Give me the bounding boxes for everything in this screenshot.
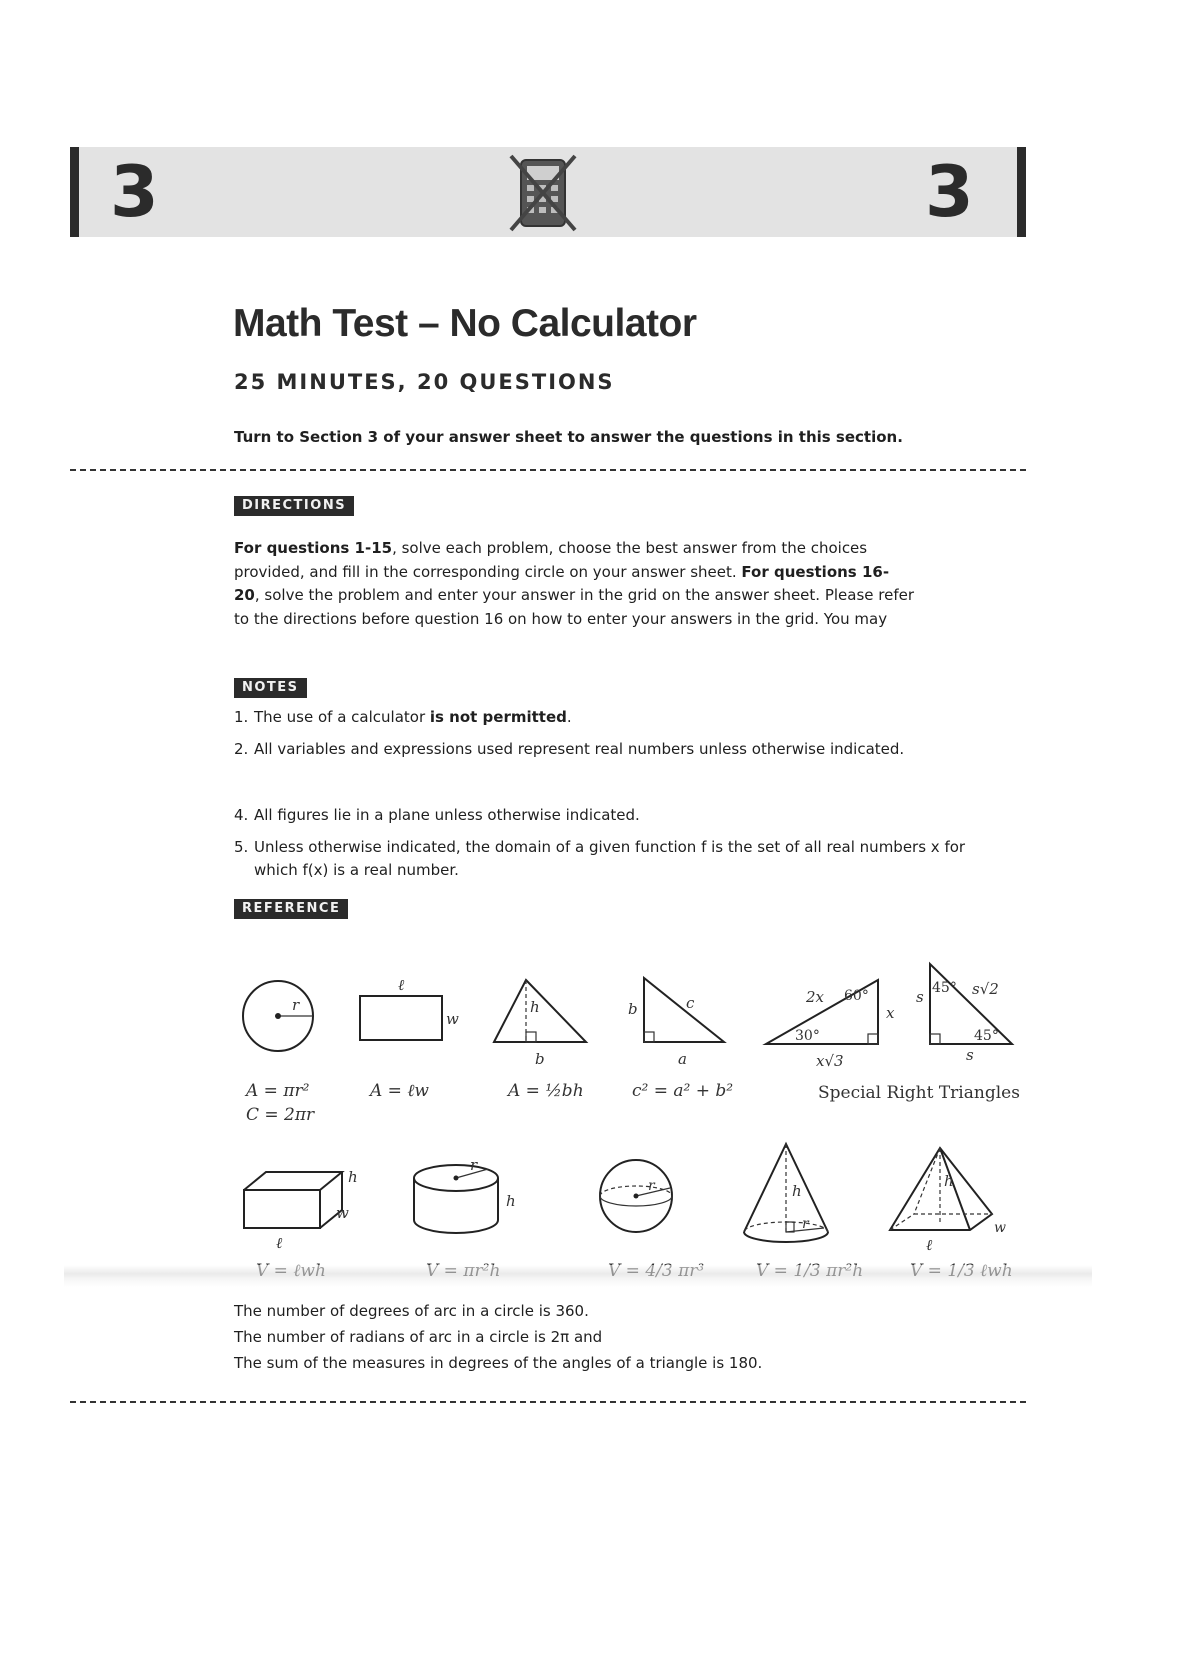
no-calculator-icon [505, 152, 581, 234]
label-h: h [944, 1172, 954, 1190]
directions-line [234, 561, 914, 585]
note-number: 5. [234, 838, 249, 856]
reference-tag: REFERENCE [234, 899, 348, 919]
directions-bold: For questions 16- [741, 562, 890, 581]
directions-line [234, 537, 914, 561]
label-s-root-2: s√2 [972, 980, 999, 998]
special-triangle-30-60-90 [766, 980, 895, 1070]
label-w: w [446, 1010, 459, 1028]
section-number-right: 3 [925, 151, 974, 233]
right-triangle-figure [628, 978, 733, 1101]
label-45-degrees: 45° [974, 1028, 999, 1044]
fact-triangle-angles: The sum of the measures in degrees of the angles of a triangle is 180. [234, 1354, 763, 1372]
label-r: r [292, 996, 300, 1014]
label-b: b [628, 1000, 638, 1018]
fact-radians: The number of radians of arc in a circle is 2π and [234, 1328, 603, 1346]
label-x-root-3: x√3 [816, 1052, 844, 1070]
label-r: r [470, 1156, 478, 1174]
directions-bold: 20 [234, 586, 255, 604]
directions-text: to the directions before question 16 on how to enter your answers in the grid. You may [234, 609, 888, 628]
notes-tag: NOTES [234, 678, 307, 698]
label-a: a [678, 1050, 687, 1068]
reference-figures [230, 950, 1030, 1280]
label-h: h [792, 1182, 802, 1200]
box-figure [244, 1168, 358, 1280]
directions-text: provided, and fill in the corresponding circle on your answer sheet. [234, 562, 742, 581]
label-r: r [648, 1178, 655, 1194]
label-h: h [530, 998, 540, 1016]
directions-line [234, 584, 914, 608]
note-number: 4. [234, 806, 249, 824]
section-bar-left [70, 147, 79, 237]
circle-figure [243, 981, 315, 1125]
section-bar-right [1017, 147, 1026, 237]
directions-line [234, 608, 914, 632]
label-s: s [916, 988, 924, 1006]
label-30-degrees: 30° [795, 1028, 820, 1044]
rectangle-figure [360, 976, 459, 1101]
label-l: ℓ [276, 1234, 283, 1252]
scan-artifact [64, 1265, 1092, 1287]
label-2x: 2x [806, 988, 825, 1006]
dashed-divider-bottom [70, 1401, 1026, 1403]
triangle-figure [494, 980, 586, 1101]
label-r: r [802, 1216, 809, 1232]
note-text: All figures lie in a plane unless otherwise indicated. [254, 806, 640, 824]
sphere-figure [600, 1160, 704, 1280]
label-h: h [506, 1192, 516, 1210]
label-h: h [348, 1168, 358, 1186]
page-title: Math Test – No Calculator [233, 302, 697, 345]
directions-text: , solve each problem, choose the best answer from the choices [392, 539, 868, 557]
formula-triangle-area: A = ½bh [508, 1081, 584, 1101]
note-tail: . [566, 708, 572, 726]
label-b: b [535, 1050, 545, 1068]
label-45-degrees: 45° [932, 980, 957, 996]
section-instruction: Turn to Section 3 of your answer sheet to answer the questions in this section. [234, 428, 903, 446]
dashed-divider-top [70, 469, 1026, 471]
formula-circle-circumference: C = 2πr [246, 1105, 315, 1125]
special-triangle-45-45-90 [818, 964, 1020, 1103]
note-bold: is not permitted [429, 708, 567, 726]
label-w: w [994, 1220, 1006, 1236]
section-number-left: 3 [110, 151, 159, 233]
note-number: 1. [234, 708, 249, 726]
note-text: All variables and expressions used represent real numbers unless otherwise indicated. [254, 740, 905, 758]
label-w: w [336, 1204, 349, 1222]
label-s: s [966, 1046, 974, 1064]
cylinder-figure [414, 1156, 516, 1280]
directions-bold: For questions 1-15 [234, 539, 393, 557]
label-l: ℓ [398, 976, 405, 994]
formula-rectangle-area: A = ℓw [370, 1081, 429, 1101]
label-l: ℓ [926, 1236, 933, 1254]
directions-text: , solve the problem and enter your answer in the grid on the answer sheet. Please refer [254, 586, 915, 604]
special-right-triangles-caption: Special Right Triangles [818, 1083, 1020, 1103]
note-text: which f(x) is a real number. [254, 861, 459, 879]
note-text: Unless otherwise indicated, the domain of a given function f is the set of all real numbers x for [254, 838, 966, 856]
fact-degrees: The number of degrees of arc in a circle is 360. [234, 1302, 589, 1320]
pyramid-figure [890, 1148, 1013, 1280]
note-text: The use of a calculator [254, 708, 430, 726]
note-number: 2. [234, 740, 249, 758]
directions-tag: DIRECTIONS [234, 496, 354, 516]
page-subtitle: 25 MINUTES, 20 QUESTIONS [234, 370, 615, 394]
formula-pythagorean: c² = a² + b² [632, 1081, 734, 1101]
label-60-degrees: 60° [844, 988, 869, 1004]
cone-figure [744, 1144, 863, 1280]
formula-circle-area: A = πr² [246, 1081, 310, 1101]
label-c: c [686, 994, 695, 1012]
label-x: x [886, 1004, 895, 1022]
directions-body [234, 537, 914, 631]
